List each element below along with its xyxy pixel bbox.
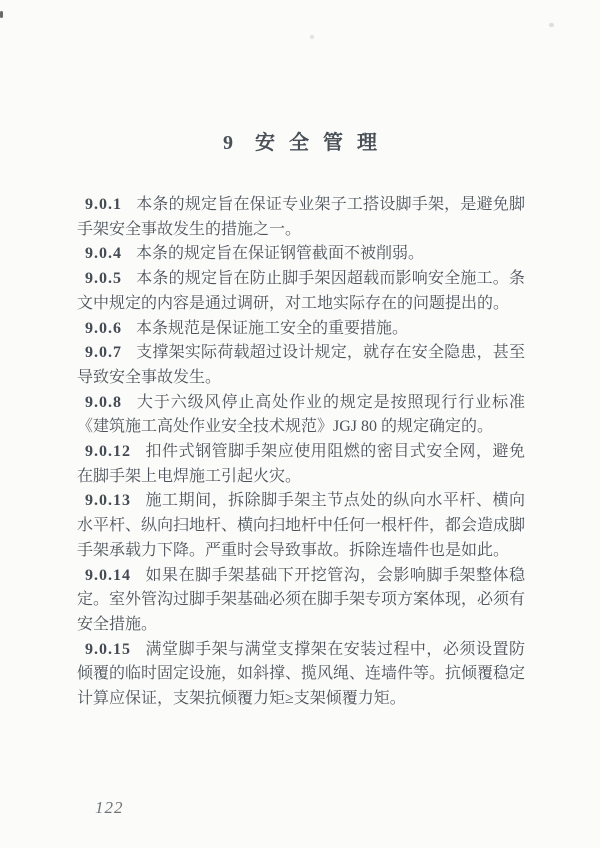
chapter-title <box>0 0 600 155</box>
clause <box>77 391 525 440</box>
clause-number: 9.0.4 <box>85 245 122 263</box>
clause-number: 9.0.7 <box>85 344 122 362</box>
chapter-name: 安全管理 <box>255 132 391 154</box>
clause-number: 9.0.5 <box>85 270 122 288</box>
scan-artifact <box>310 35 314 39</box>
clause-list <box>77 193 525 712</box>
clause <box>77 440 525 489</box>
clause-number: 9.0.1 <box>85 196 122 213</box>
clause <box>77 267 525 316</box>
clause <box>77 317 525 342</box>
clause-number: 9.0.14 <box>85 566 131 584</box>
clause-number: 9.0.12 <box>85 443 131 461</box>
clause-text: 支撑架实际荷载超过设计规定，就存在安全隐患，甚至导致安全事故发生。 <box>77 344 525 386</box>
clause <box>77 242 525 267</box>
page-number: 122 <box>95 798 124 817</box>
clause-text: 本条的规定旨在保证钢管截面不被削弱。 <box>136 245 425 263</box>
clause-number: 9.0.8 <box>85 393 122 411</box>
clause-text: 如果在脚手架基础下开挖管沟，会影响脚手架整体稳定。室外管沟过脚手架基础必须在脚手架专项方案体现，必须有安全措施。 <box>77 566 526 633</box>
clause-text: 扣件式钢管脚手架应使用阻燃的密目式安全网，避免在脚手架上电焊施工引起火灾。 <box>77 443 525 485</box>
clause-text: 本条的规定旨在保证专业架子工搭设脚手架，是避免脚手架安全事故发生的措施之一。 <box>77 196 525 238</box>
clause <box>77 341 525 390</box>
clause-number: 9.0.13 <box>85 492 131 510</box>
clause-text: 满堂脚手架与满堂支撑架在安装过程中，必须设置防倾覆的临时固定设施，如斜撑、揽风绳、连墙件等。抗倾覆稳定计算应保证，支架抗倾覆力矩≥支架倾覆力矩。 <box>77 640 526 708</box>
clause-text: 本条的规定旨在防止脚手架因超载而影响安全施工。条文中规定的内容是通过调研，对工地实际存在的问题提出的。 <box>77 270 525 312</box>
clause-number: 9.0.15 <box>85 640 131 658</box>
clause <box>77 489 525 563</box>
scan-artifact <box>549 23 554 27</box>
scan-artifact <box>0 11 3 18</box>
clause <box>77 193 525 242</box>
clause <box>77 564 525 638</box>
clause <box>77 638 525 712</box>
clause-number: 9.0.6 <box>85 319 122 337</box>
clause-text: 本条规范是保证施工安全的重要措施。 <box>136 319 409 337</box>
clause-text: 大于六级风停止高处作业的规定是按照现行行业标准《建筑施工高处作业安全技术规范》JGJ 80 的规定确定的。 <box>77 393 525 436</box>
clause-text: 施工期间，拆除脚手架主节点处的纵向水平杆、横向水平杆、纵向扫地杆、横向扫地杆中任何一根杆件，都会造成脚手架承载力下降。严重时会导致事故。拆除连墙件也是如此。 <box>77 492 526 559</box>
chapter-number: 9 <box>223 132 233 154</box>
